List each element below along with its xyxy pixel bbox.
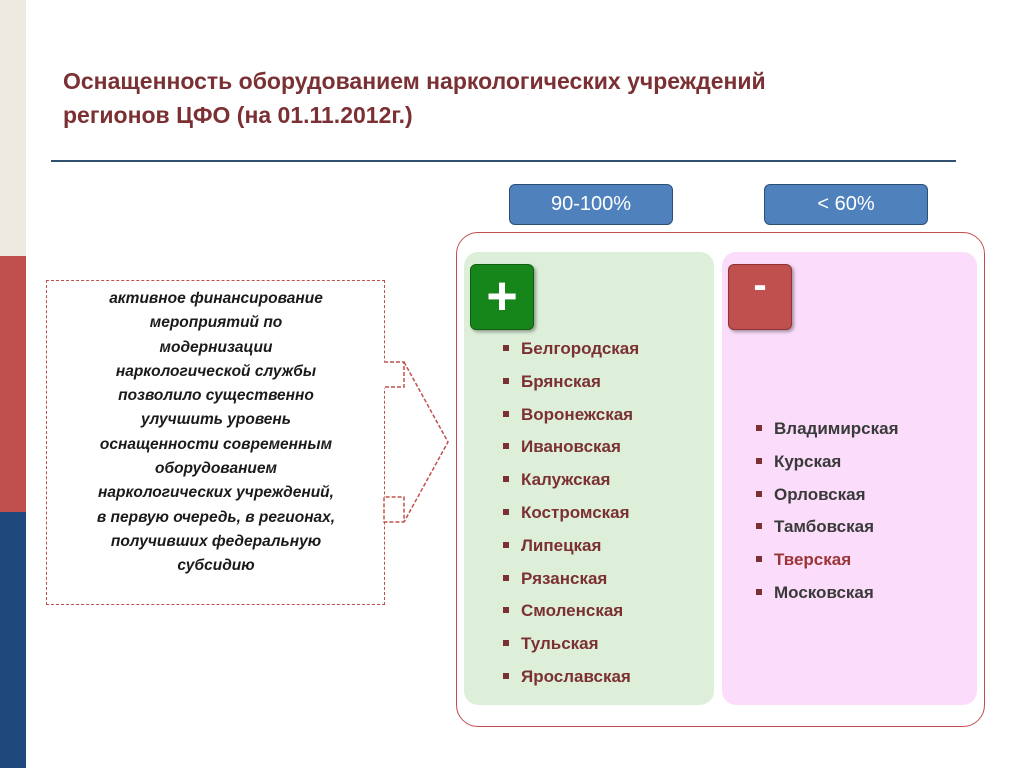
note-line: наркологических учреждений, <box>98 484 334 502</box>
list-item: Воронежская <box>503 404 639 437</box>
list-item: Орловская <box>756 484 899 517</box>
slide-title-line-2: регионов ЦФО (на 01.11.2012г.) <box>63 102 413 128</box>
note-line: получивших федеральную <box>110 532 322 550</box>
high-regions-list <box>503 338 639 699</box>
category-low-badge: < 60% <box>764 184 928 225</box>
side-stripe-red <box>0 256 26 512</box>
note-line: оснащенности современным <box>99 435 333 453</box>
list-item: Владимирская <box>756 418 899 451</box>
list-item: Ивановская <box>503 436 639 469</box>
note-line: мероприятий по <box>149 314 283 332</box>
note-line: наркологической службы <box>115 362 317 380</box>
note-text <box>56 287 376 579</box>
list-item: Белгородская <box>503 338 639 371</box>
note-line: в первую очередь, в регионах, <box>96 508 336 526</box>
note-line: позволило существенно <box>118 387 314 405</box>
note-line: оборудованием <box>155 460 277 478</box>
list-item: Тамбовская <box>756 516 899 549</box>
note-line: улучшить уровень <box>141 411 291 429</box>
list-item: Смоленская <box>503 600 639 633</box>
list-item: Курская <box>756 451 899 484</box>
list-item: Костромская <box>503 502 639 535</box>
side-stripe-beige <box>0 0 26 256</box>
slide-title <box>63 64 983 132</box>
slide-title-line-1: Оснащенность оборудованием наркологических учреждений <box>63 68 766 94</box>
list-item-highlighted: Тверская <box>756 549 899 582</box>
category-high-badge: 90-100% <box>509 184 673 225</box>
minus-icon: - <box>728 264 792 330</box>
side-stripe-blue <box>0 512 26 768</box>
list-item: Брянская <box>503 371 639 404</box>
list-item: Липецкая <box>503 535 639 568</box>
note-line: активное финансирование <box>109 290 323 307</box>
list-item: Тульская <box>503 633 639 666</box>
list-item: Ярославская <box>503 666 639 699</box>
title-divider <box>51 160 956 162</box>
note-line: субсидию <box>177 557 255 575</box>
list-item: Калужская <box>503 469 639 502</box>
plus-icon: + <box>470 264 534 330</box>
note-line: модернизации <box>159 338 273 356</box>
list-item: Рязанская <box>503 568 639 601</box>
arrow-right-icon <box>382 357 452 527</box>
list-item: Московская <box>756 582 899 615</box>
low-regions-list <box>756 418 899 615</box>
